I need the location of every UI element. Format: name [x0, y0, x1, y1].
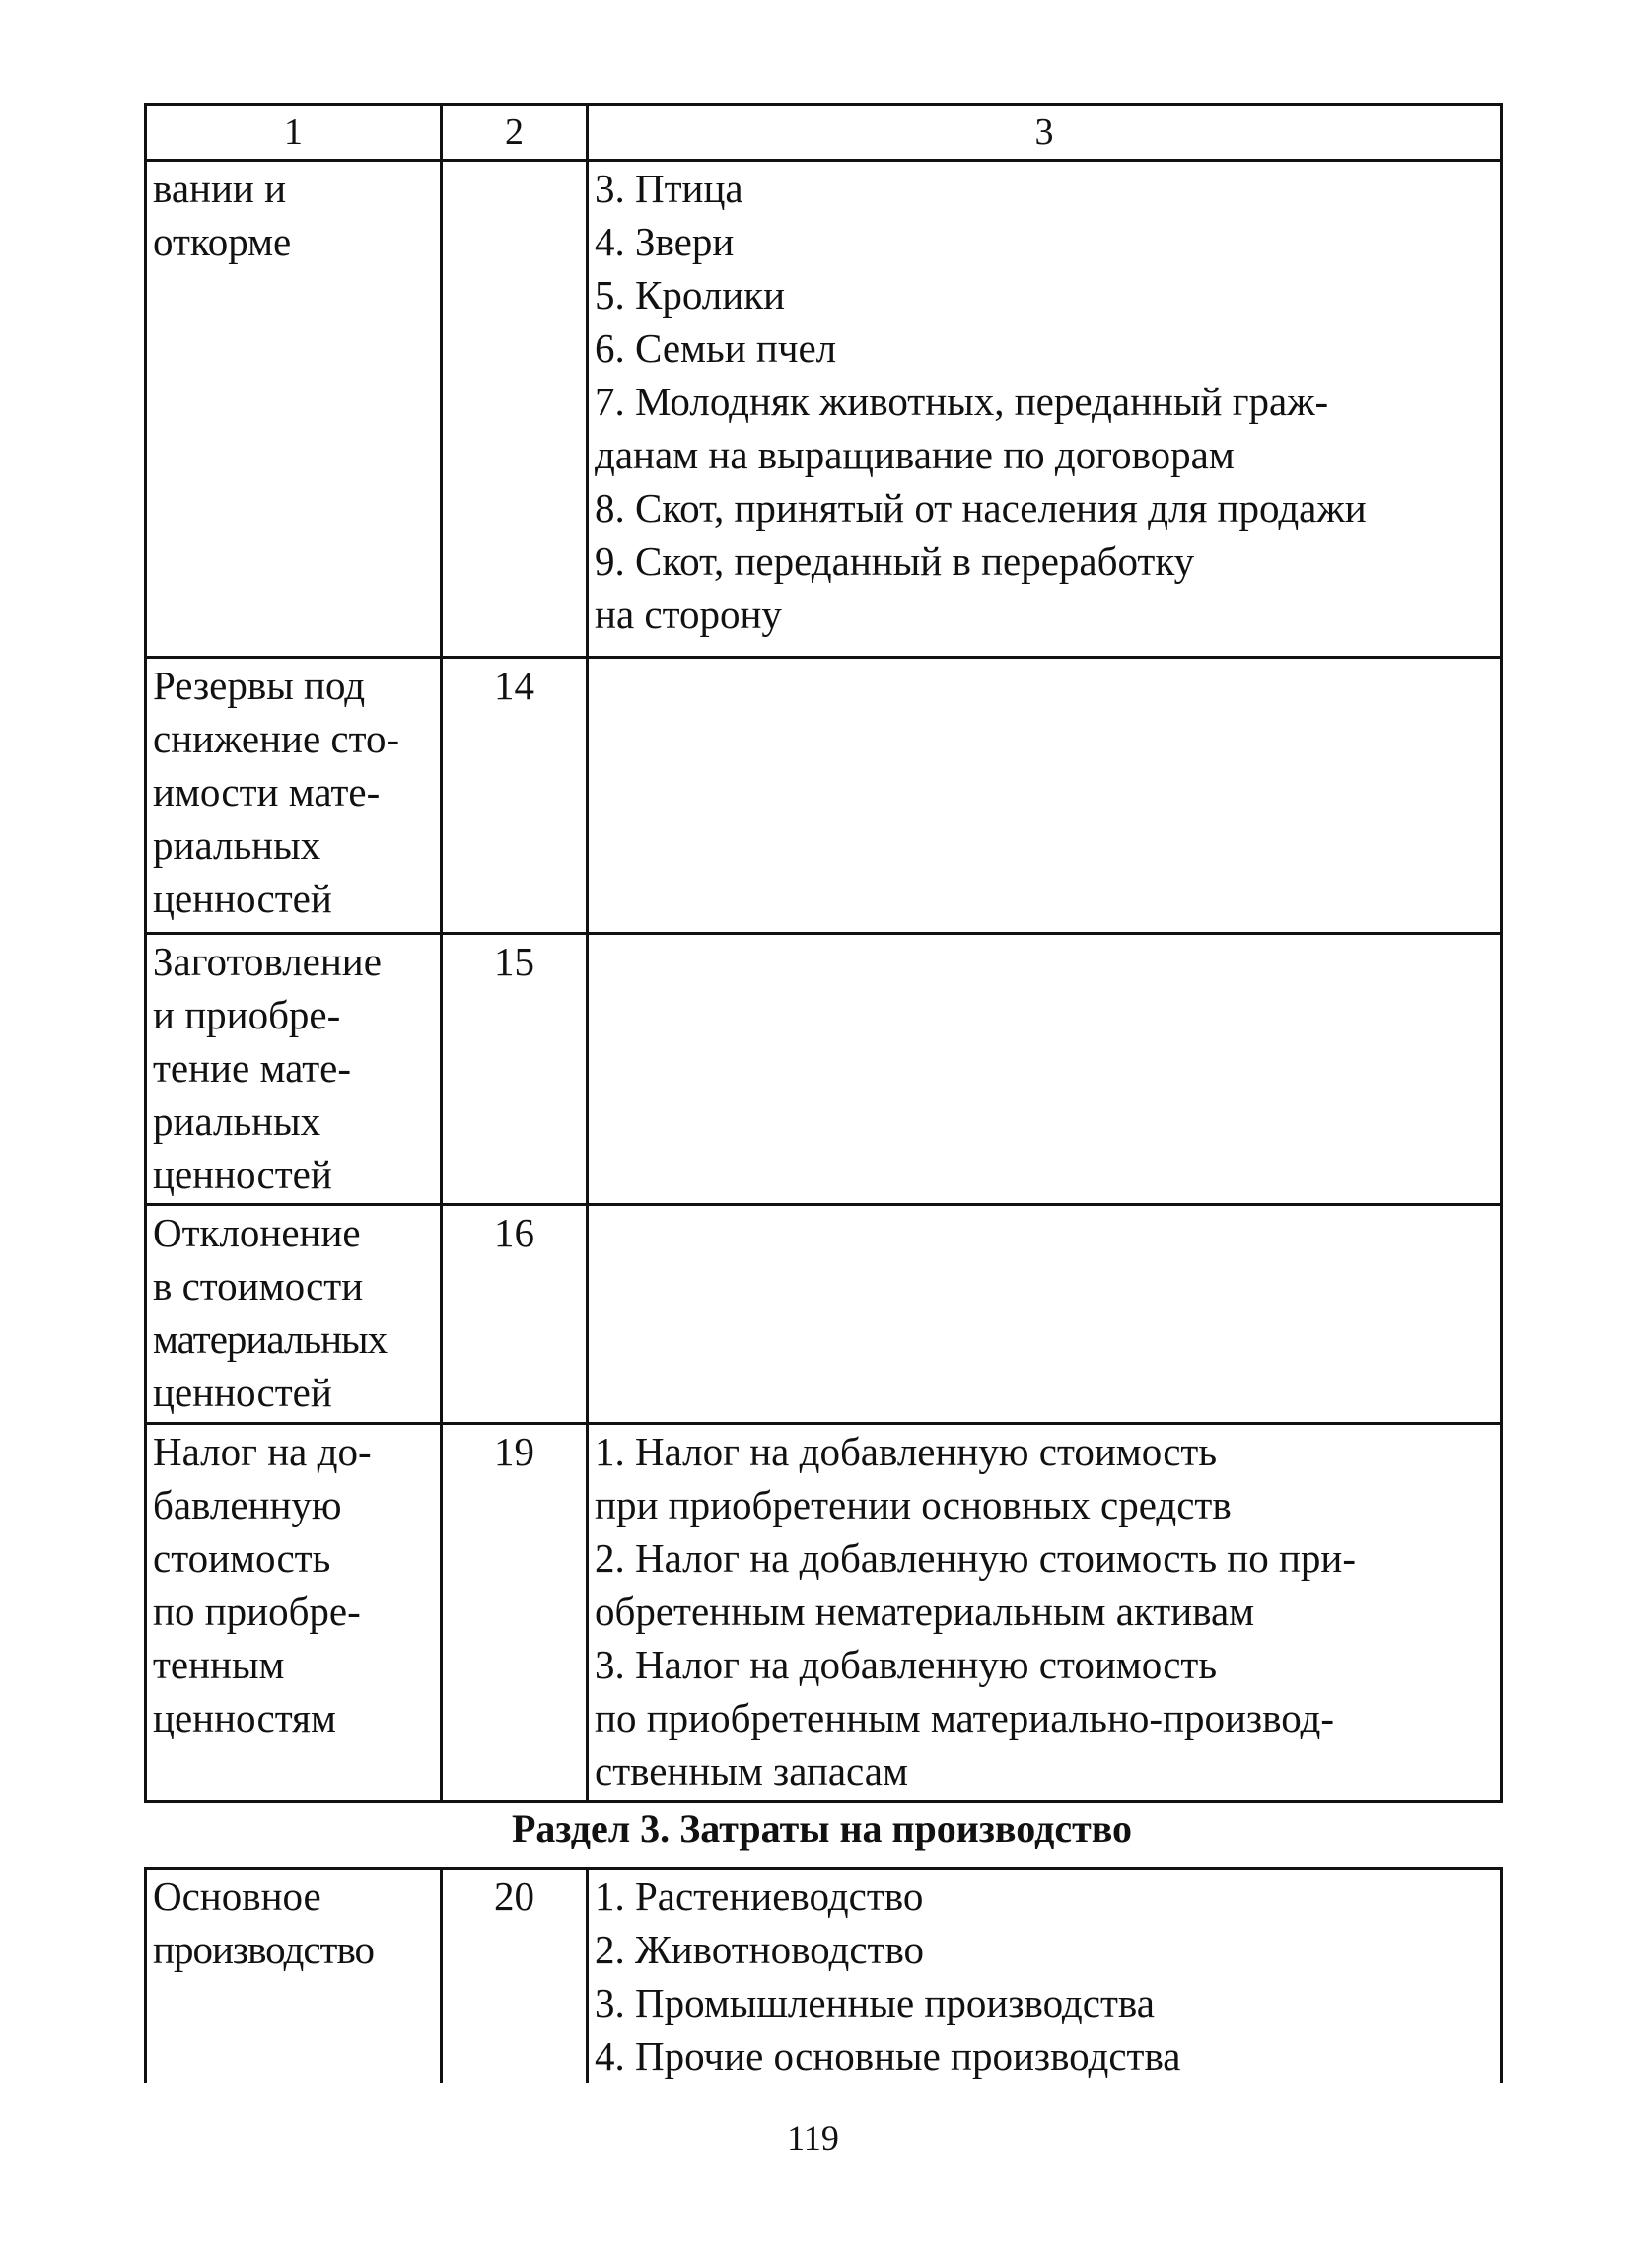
- account-name-line: Резервы под: [153, 663, 366, 708]
- account-name-cell: [146, 161, 442, 658]
- account-name-line: имости мате-: [153, 769, 381, 815]
- section-table: [144, 1867, 1503, 2083]
- table-row: [146, 1424, 1502, 1802]
- subaccount-line: 8. Скот, принятый от населения для продажи: [595, 485, 1367, 531]
- account-name-cell: [146, 1424, 442, 1802]
- subaccount-line: 7. Молодняк животных, переданный граж-: [595, 379, 1329, 424]
- column-header: 1: [146, 105, 442, 161]
- account-name-line: Налог на до-: [153, 1429, 372, 1474]
- account-name-cell: [146, 1205, 442, 1424]
- account-name-line: в стоимости: [153, 1263, 364, 1309]
- subaccounts-cell: [588, 161, 1502, 658]
- account-name-line: бавленную: [153, 1482, 342, 1527]
- account-code-cell: 20: [442, 1869, 588, 2084]
- subaccount-line: 3. Птица: [595, 166, 743, 211]
- section-title: Раздел 3. Затраты на производство: [511, 1807, 1133, 1851]
- column-header: 3: [588, 105, 1502, 161]
- account-name-line: и приобре-: [153, 992, 341, 1037]
- account-code-cell: 15: [442, 934, 588, 1205]
- account-name-line: тенным: [153, 1642, 285, 1687]
- account-code-cell: 19: [442, 1424, 588, 1802]
- subaccount-line: 6. Семьи пчел: [595, 325, 837, 371]
- account-name-line: по приобре-: [153, 1589, 361, 1634]
- subaccount-line: по приобретенным материально-производ-: [595, 1695, 1335, 1740]
- account-code-cell: 16: [442, 1205, 588, 1424]
- account-name-line: Основное: [153, 1874, 321, 1919]
- account-name-line: откорме: [153, 219, 292, 264]
- subaccount-line: 3. Налог на добавленную стоимость: [595, 1642, 1218, 1687]
- account-name-line: Отклонение: [153, 1210, 361, 1255]
- subaccount-line: 2. Животноводство: [595, 1927, 925, 1972]
- subaccount-line: 1. Налог на добавленную стоимость: [595, 1429, 1218, 1474]
- subaccount-line: 4. Прочие основные производства: [595, 2033, 1181, 2079]
- account-code-cell: 14: [442, 658, 588, 934]
- account-name-line: стоимость: [153, 1535, 331, 1581]
- account-name-line: ценностей: [153, 1152, 332, 1197]
- account-name-line: ценностей: [153, 876, 332, 921]
- subaccount-line: 5. Кролики: [595, 272, 786, 318]
- table-row: [146, 1869, 1502, 2084]
- account-code-cell: [442, 161, 588, 658]
- account-name-line: риальных: [153, 1099, 321, 1144]
- subaccount-line: данам на выращивание по договорам: [595, 432, 1235, 477]
- subaccounts-cell: [588, 1869, 1502, 2084]
- account-name-cell: [146, 1869, 442, 2084]
- account-name-line: ценностей: [153, 1370, 332, 1415]
- table-row: [146, 658, 1502, 934]
- account-name-line: производство: [153, 1927, 375, 1972]
- table-row: [146, 161, 1502, 658]
- accounts-table: [144, 103, 1503, 1803]
- subaccounts-cell: [588, 658, 1502, 934]
- account-name-line: вании и: [153, 166, 287, 211]
- table-row: [146, 934, 1502, 1205]
- subaccount-line: при приобретении основных средств: [595, 1482, 1232, 1527]
- account-name-cell: [146, 934, 442, 1205]
- subaccount-line: 2. Налог на добавленную стоимость по при-: [595, 1535, 1357, 1581]
- table-row: [146, 1205, 1502, 1424]
- subaccounts-cell: [588, 934, 1502, 1205]
- account-name-line: риальных: [153, 822, 321, 868]
- subaccount-line: 3. Промышленные производства: [595, 1980, 1155, 2025]
- account-name-line: снижение сто-: [153, 716, 400, 761]
- subaccount-line: 9. Скот, переданный в переработку: [595, 538, 1195, 584]
- subaccount-line: на сторону: [595, 592, 782, 637]
- account-name-line: Заготовление: [153, 939, 382, 984]
- subaccount-line: ственным запасам: [595, 1748, 908, 1794]
- subaccount-line: обретенным нематериальным активам: [595, 1589, 1255, 1634]
- table-header-row: [146, 105, 1502, 161]
- subaccounts-cell: [588, 1424, 1502, 1802]
- subaccount-line: 4. Звери: [595, 219, 735, 264]
- account-name-line: материальных: [153, 1316, 388, 1362]
- account-name-cell: [146, 658, 442, 934]
- page-number: 119: [787, 2118, 839, 2158]
- subaccount-line: 1. Растениеводство: [595, 1874, 924, 1919]
- column-header: 2: [442, 105, 588, 161]
- account-name-line: тение мате-: [153, 1045, 352, 1091]
- account-name-line: ценностям: [153, 1695, 336, 1740]
- subaccounts-cell: [588, 1205, 1502, 1424]
